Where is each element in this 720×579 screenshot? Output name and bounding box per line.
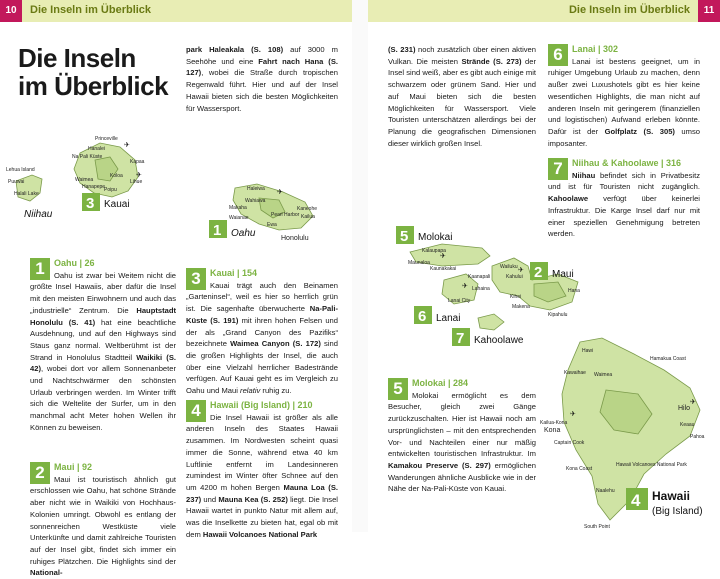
map-label-maunaloa: Maunaloa: [408, 260, 430, 266]
col2-text: auf 3000 m Seehöhe und eine: [186, 45, 338, 66]
map-label-waimea: Waimea: [75, 177, 94, 183]
lanai-text: Lanai ist bestens geeignet, um in ruhiger Umgebung Urlaub zu machen, denn außer zwei Luxushotels gibt es hier keine wesentlichen Highlights, die man nicht auf anderen Inseln mit geringerem (finanziellen und logistischen) Aufwand erleben könnte. Dafür ist der: [548, 56, 700, 136]
col3-text: noch zusätzlich über einen aktiven Vulkan. Die meisten: [388, 45, 536, 66]
map-label-oahu: Oahu: [231, 228, 256, 239]
airport-icon: ✈: [518, 267, 524, 274]
map-label-keaau: Keaau: [680, 422, 695, 428]
map-label-poipu: Poipu: [104, 187, 117, 193]
badge-lanai: 6: [548, 44, 568, 66]
kauai-text-italic: relativ: [240, 386, 261, 396]
kauai-text-bold: Waimea Canyon (S. 172): [230, 339, 321, 349]
niihau-text: befindet sich in Privatbesitz und ist für Touristen nicht zugänglich.: [548, 170, 700, 192]
map-label-big-island: (Big Island): [652, 506, 703, 517]
col3-text-bold: Strände (S. 273): [461, 56, 522, 66]
molokai-text: Molokai ermöglicht es dem Besucher, gleich zwei Gänge zurückzuschalten. Hier ist Hawaii noch am ursprünglichsten – mit den entsprechenden Vor- und Nachteilen einer nur mäßig entwickelten touristischen Infrastruktur. Im: [388, 390, 536, 459]
map-label-kahului: Kahului: [506, 274, 523, 280]
map-label-halali: Halali Lake: [14, 191, 39, 197]
oahu-text: hat eine beachtliche Ausdehnung, und auf den Highways sind Staus ganz normal. Weltberühmt ist der Strand in Honolulus Stadtteil: [30, 317, 176, 362]
title-line-1: Die Inseln: [18, 43, 136, 73]
hawaii-text-bold: Mauna Loa (S. 237): [186, 482, 338, 504]
airport-icon: ✈: [570, 411, 576, 418]
map-label-hawaii: Hawaii: [652, 489, 691, 503]
airport-icon: ✈: [462, 283, 468, 290]
niihau-text: verfügt über keinerlei Infrastruktur. Die Karge Insel darf nur mit einer speziellen Genehmigung betreten werden.: [548, 194, 700, 239]
map-label-haleiwa: Haleiwa: [247, 186, 265, 192]
hawaii-text-bold: Hawaii Volcanoes National Park: [202, 529, 318, 539]
map-label-kalaupapa: Kalaupapa: [422, 248, 446, 254]
niihau-text-bold: Kahoolawe: [548, 194, 589, 204]
map-label-pearl: Pearl Harbor: [271, 212, 300, 218]
hawaii-text-bold: Mauna Kea (S. 252): [218, 494, 288, 504]
section-maui-title: Maui | 92: [54, 462, 93, 472]
oahu-map: [205, 180, 355, 250]
map-label-hamakua: Hamakua Coast: [650, 356, 686, 362]
section-oahu-title: Oahu | 26: [54, 258, 95, 268]
oahu-text-bold: Waikiki (S. 42): [30, 352, 177, 374]
badge-niihau: 7: [548, 158, 568, 180]
section-maui: [30, 462, 176, 579]
right-header-title: Die Inseln im Überblick: [568, 4, 690, 16]
maui-text: Maui ist touristisch ähnlich gut erschlossen wie Oahu, hat schöne Strände aber nicht wie in Waikiki von Hochhaus-Kolonien umringt. Obwohl es entlang der sonnenreichen Westküste viele Unterkünfte und damit zahlreiche Touristen auf der Insel gibt, findet sich immer ein ruhiges Plätzchen. Die Highlights sind der: [30, 474, 176, 566]
kauai-text: Kauai trägt auch den Beinamen „Garteninsel“, weil es hier so herrlich grün ist. Die sagenhafte überwucherte: [186, 280, 338, 314]
oahu-text: , wobei dort vor allem Sonnenanbeter und Nachtschwärmer den schönsten Urlaub verbringen werden. Im Winter trifft sich die Weltelite der Surfer, um in den manchmal acht Meter hohen Wellen ihr Können zu beweisen.: [30, 364, 176, 432]
map-label-kauai: Kauai: [104, 199, 130, 210]
section-molokai-title: Molokai | 284: [412, 378, 469, 388]
map-label-lehua: Lehua Island: [6, 167, 35, 173]
left-page-number: 10: [0, 0, 22, 22]
map-label-maui: Maui: [552, 269, 574, 280]
map-label-kawaihae: Kawaihae: [564, 370, 586, 376]
section-hawaii-title: Hawaii (Big Island) | 210: [210, 400, 313, 410]
map-label-princeville: Princeville: [95, 136, 118, 142]
airport-icon: ✈: [440, 253, 446, 260]
badge-oahu: 1: [30, 258, 50, 280]
map-label-captain-cook: Captain Cook: [554, 440, 585, 446]
maui-text-bold: National-: [30, 568, 63, 578]
col2-text-bold: Fahrt nach Hana (S. 127): [186, 56, 339, 78]
map-badge-5-number: 5: [400, 228, 409, 245]
map-label-kailua: Kailua: [301, 214, 315, 220]
map-label-makaha: Makaha: [229, 205, 247, 211]
section-oahu: [30, 258, 176, 434]
map-label-kapaa: Kapaa: [130, 159, 145, 165]
kauai-text: sind die großen Highlights der Insel, die auch über eine Vielzahl herrlicher Badestrände verfügen. Auf Kauai geht es im Vergleich zu Oahu und Maui: [186, 339, 338, 396]
molokai-text-bold: Kamakou Preserve (S. 297): [388, 460, 491, 470]
map-label-hilo: Hilo: [678, 405, 691, 412]
map-label-lihue: Lihue: [130, 179, 143, 185]
col3-text-bold: (S. 231): [388, 45, 416, 54]
badge-kauai: 3: [186, 268, 206, 290]
map-label-niihau: Niihau: [24, 209, 53, 220]
map-label-makena: Makena: [512, 304, 530, 310]
map-label-kihei: Kihei: [510, 294, 522, 300]
airport-icon: ✈: [690, 399, 696, 406]
map-badge-3-number: 3: [86, 195, 95, 212]
map-label-napali: Na Pali Küste: [72, 154, 103, 160]
col3-text: der Insel sind weiß, aber es gibt auch einige mit schwarzem oder grünem Sand. Hier und auf Maui bieten sich die besten Möglichkeiten für Wassersport. Viele Touristen unterschätzen allerdings bei der Planung die geografischen Dimensionen dieser wirklich großen Insel.: [388, 56, 536, 148]
map-label-lanai: Lanai: [436, 313, 461, 324]
left-header-title: Die Inseln im Überblick: [30, 4, 152, 16]
map-label-naalehu: Naalehu: [596, 488, 615, 494]
title-line-2: im Überblick: [18, 71, 169, 101]
section-lanai: [548, 44, 700, 149]
section-molokai: [388, 378, 536, 495]
map-badge-6-number: 6: [418, 308, 427, 325]
map-label-honolulu: Honolulu: [281, 235, 309, 242]
map-label-volcanoes: Hawaii Volcanoes National Park: [616, 462, 687, 468]
map-label-wailuku: Wailuku: [500, 264, 518, 270]
map-label-wahiawa: Wahiawa: [245, 198, 266, 204]
badge-molokai: 5: [388, 378, 408, 400]
map-badge-2-number: 2: [534, 264, 543, 281]
airport-icon: ✈: [124, 142, 130, 149]
right-page-number: 11: [698, 0, 720, 22]
col3-top-text: [388, 44, 536, 149]
section-hawaii: [186, 400, 338, 540]
map-label-lahaina: Lahaina: [472, 286, 490, 292]
map-label-molokai: Molokai: [418, 232, 453, 243]
big-island-map: [540, 330, 720, 532]
section-lanai-title: Lanai | 302: [572, 44, 619, 54]
map-badge-4-number: 4: [631, 491, 641, 510]
section-niihau-title: Niihau & Kahoolawe | 316: [572, 158, 682, 168]
map-label-kahoolawe: Kahoolawe: [474, 335, 524, 346]
hawaii-text: liegt. Die Insel Hawaii wartet in punkto Natur mit allem auf, was die Inselkette zu bieten hat, egal ob mit dem: [186, 494, 338, 539]
map-label-hana: Hana: [568, 288, 580, 294]
col2-text: , wobei die Straße durch tropischen Regenwald führt. Hier und auf der Insel Hawaii bieten sich die besten Möglichkeiten für Wassersport.: [186, 68, 338, 113]
kauai-niihau-map: [0, 125, 175, 235]
kahoolawe-island-shape: [478, 314, 504, 330]
map-label-south-point: South Point: [584, 524, 610, 530]
hawaii-text: Die Insel Hawaii ist größer als alle anderen Inseln des Staates Hawaii zusammen. Im Nordwesten scheint quasi immer die Sonne, während etwa 40 km Luftlinie entfernt im Landesinneren zumindest im Winter öfter Schnee auf den um 4200 m hohen Bergen: [186, 412, 338, 492]
niihau-text-bold: Niihau: [572, 170, 596, 180]
map-label-koloa: Koloa: [110, 173, 123, 179]
kauai-text: mit ihren hohen Felsen und der als „Grand Canyon des Pazifiks“ bezeichnete: [186, 315, 338, 349]
hawaii-text: und: [201, 494, 219, 504]
map-label-kipahulu: Kipahulu: [548, 312, 568, 318]
gutter: [352, 0, 368, 532]
map-label-kona: Kona: [544, 427, 561, 434]
oahu-text-bold: Hauptstadt Honolulu (S. 41): [30, 305, 176, 327]
map-label-pahoa: Pahoa: [690, 434, 705, 440]
map-label-kaunakakai: Kaunakakai: [430, 266, 457, 272]
badge-hawaii: 4: [186, 400, 206, 422]
map-label-hanalei: Hanalei: [88, 146, 105, 152]
airport-icon: ✈: [277, 189, 283, 196]
right-header-bar: [368, 0, 720, 22]
badge-maui: 2: [30, 462, 50, 484]
map-label-waimea-bi: Waimea: [594, 372, 613, 378]
map-label-hanapepe: Hanapepe: [82, 184, 106, 190]
col2-text-bold: park Haleakala (S. 108): [186, 45, 284, 54]
map-label-kaanapali: Kaanapali: [468, 274, 491, 280]
map-label-kaneohe: Kaneohe: [297, 206, 318, 212]
section-kauai-title: Kauai | 154: [210, 268, 258, 278]
oahu-text: Oahu ist zwar bei Weitem nicht die größte Insel Hawaiis, aber dafür die Insel mit den meisten Einwohnern und auch das „industrielle“ Zentrum. Die: [30, 270, 176, 315]
col2-top-text: [186, 44, 338, 114]
kauai-text: ruhig zu.: [260, 386, 292, 396]
section-kauai: [186, 268, 338, 397]
page-title: [18, 44, 168, 100]
map-badge-7-number: 7: [456, 330, 465, 347]
molokai-text: ermöglichen Wanderungen ähnliche Ausblicke wie in der Nähe der Na-Pali-Küste von Kauai.: [388, 460, 536, 494]
lanai-text: umso imposanter.: [548, 126, 701, 148]
map-label-waianae: Waianae: [229, 215, 249, 221]
map-label-hawi: Hawi: [582, 348, 594, 354]
map-label-kailua-kona: Kailua-Kona: [540, 420, 568, 426]
map-label-puuwai: Puuwai: [8, 179, 25, 185]
map-label-lanai-city: Lanai City: [448, 298, 471, 304]
lanai-text-bold: Golfplatz (S. 305): [604, 126, 675, 136]
airport-icon: ✈: [136, 172, 142, 179]
left-header-bar: [0, 0, 352, 22]
kauai-text-bold: Na-Pali-Küste (S. 191): [186, 304, 338, 325]
map-label-ewa: Ewa: [267, 222, 277, 228]
map-label-kona-coast: Kona Coast: [566, 466, 593, 472]
map-badge-1-number: 1: [213, 222, 222, 239]
